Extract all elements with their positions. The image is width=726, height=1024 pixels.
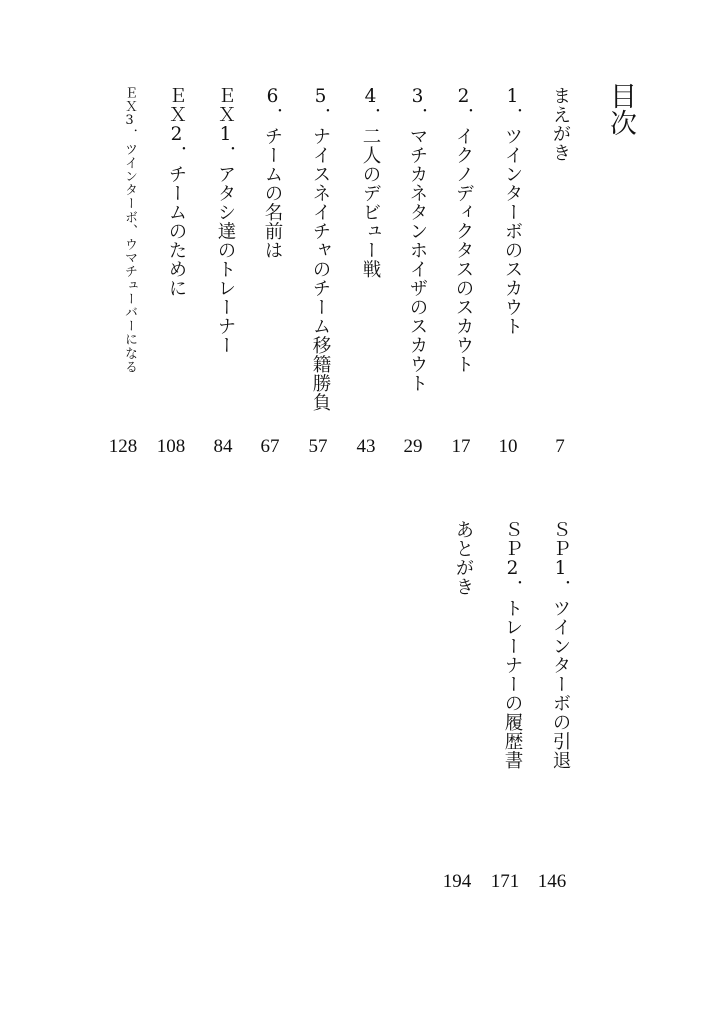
toc-entry-page: 7 (555, 436, 565, 457)
toc-entry-title: ＳＰ1．ツインターボの引退 (550, 520, 571, 770)
toc-entry-page: 84 (213, 436, 233, 457)
toc-entry-title: あとがき (453, 520, 474, 596)
toc-entry-title: 1．ツインターボのスカウト (502, 86, 523, 336)
toc-entry-page: 171 (490, 871, 520, 892)
toc-entry-title: ＥＸ2．チームのために (166, 86, 187, 298)
toc-entry-title: 4．二人のデビュー戦 (360, 86, 381, 279)
toc-entry-page: 194 (442, 871, 472, 892)
toc-entry-page: 43 (356, 436, 376, 457)
toc-entry-title: ＳＰ2．トレーナーの履歴書 (502, 520, 523, 770)
toc-entry-page: 57 (308, 436, 328, 457)
toc-entry-title: まえがき (550, 86, 571, 162)
toc-entry-title: 5．ナイスネイチャのチーム移籍勝負 (310, 86, 331, 412)
toc-entry-title: ＥＸ3．ツインターボ、ウマチューバーになる (122, 86, 137, 374)
toc-entry-page: 10 (498, 436, 518, 457)
toc-entry-title: 3．マチカネタンホイザのスカウト (407, 86, 428, 393)
toc-entry-page: 17 (451, 436, 471, 457)
toc-entry-page: 128 (108, 436, 138, 457)
toc-title: 目次 (605, 82, 636, 136)
toc-entry-title: 6．チームの名前は (262, 86, 283, 260)
toc-entry-page: 108 (156, 436, 186, 457)
toc-entry-page: 67 (260, 436, 280, 457)
toc-entry-page: 29 (403, 436, 423, 457)
toc-entry-page: 146 (537, 871, 567, 892)
toc-entry-title: ＥＸ1．アタシ達のトレーナー (215, 86, 236, 355)
toc-entry-title: 2．イクノディクタスのスカウト (453, 86, 474, 374)
